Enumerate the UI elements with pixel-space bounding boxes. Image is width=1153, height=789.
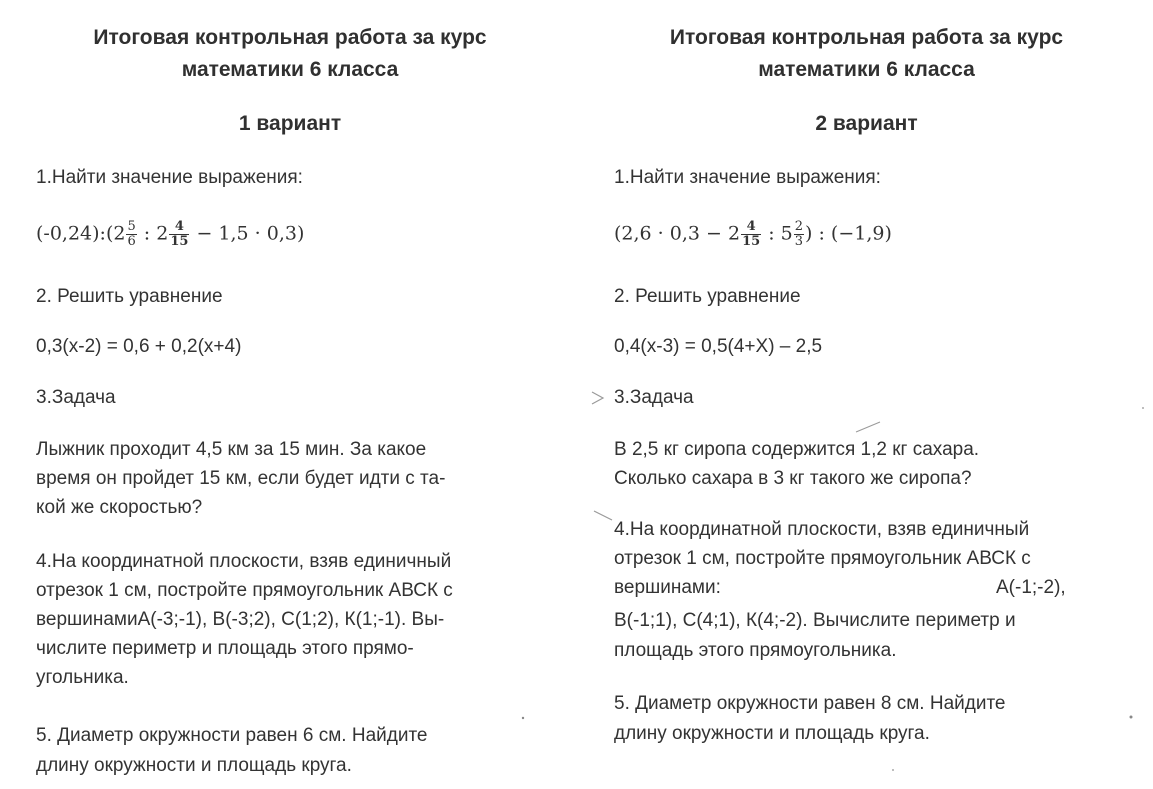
v2-fraction-1-num: 4: [741, 220, 761, 235]
v1-task4-line: угольника.: [36, 667, 129, 688]
v1-fraction-2-num: 4: [169, 220, 189, 235]
variant-2-title-line2: математики 6 класса: [758, 58, 975, 81]
v1-task3-line: время он пройдет 15 км, если будет идти с та-: [36, 468, 446, 489]
variant-1-title-line1: Итоговая контрольная работа за курс: [93, 26, 487, 49]
v2-task4-line3-right: А(-1;-2),: [996, 577, 1066, 598]
scan-speck: [892, 769, 894, 771]
v2-task4-line1: 4.На координатной плоскости, взяв единичный: [614, 519, 1030, 540]
v2-task3-line: Сколько сахара в 3 кг такого же сиропа?: [614, 468, 972, 489]
v1-task4-line: числите периметр и площадь этого прямо-: [36, 638, 414, 659]
v2-task4-line3-left: вершинами:: [614, 577, 721, 598]
v2-task2-heading: 2. Решить уравнение: [614, 286, 801, 307]
v1-expr-part1: (-0,24):(2: [36, 222, 126, 245]
v1-expr-part3: − 1,5 · 0,3): [190, 222, 305, 245]
v2-task2-equation: 0,4(х-3) = 0,5(4+Х) – 2,5: [614, 336, 823, 357]
v1-task4-line: вершинамиА(-3;-1), В(-3;2), С(1;2), К(1;-1). Вы-: [36, 609, 445, 630]
v1-task2-equation: 0,3(х-2) = 0,6 + 0,2(х+4): [36, 336, 242, 357]
v1-task1-heading: 1.Найти значение выражения:: [36, 167, 303, 188]
v2-task3-line: В 2,5 кг сиропа содержится 1,2 кг сахара.: [614, 439, 980, 460]
scan-speck: [1142, 407, 1144, 409]
pen-mark-arrow: [592, 392, 603, 404]
v2-task3-heading: 3.Задача: [614, 387, 694, 408]
scan-speck: [1130, 716, 1133, 719]
v1-task5-line: длину окружности и площадь круга.: [36, 755, 352, 776]
variant-2-title-line1: Итоговая контрольная работа за курс: [669, 26, 1064, 49]
variant-2-label: 2 вариант: [815, 112, 918, 135]
v1-task3-heading: 3.Задача: [36, 387, 116, 408]
v1-task2-heading: 2. Решить уравнение: [36, 286, 223, 307]
v1-task3-line: кой же скоростью?: [36, 497, 203, 518]
v2-expr-part3: ) : (−1,9): [805, 222, 892, 245]
v1-task4-line: отрезок 1 см, постройте прямоугольник АВСК с: [36, 580, 453, 601]
v2-task4-line4: В(-1;1), С(4;1), К(4;-2). Вычислите периметр и: [614, 610, 1016, 631]
v2-task1-heading: 1.Найти значение выражения:: [614, 167, 881, 188]
v1-task3-line: Лыжник проходит 4,5 км за 15 мин. За какое: [36, 439, 427, 460]
v1-fraction-1-den: 6: [127, 234, 136, 249]
v1-fraction-1-num: 5: [127, 219, 136, 234]
v2-expr-part2: : 5: [762, 222, 793, 245]
v1-expr-part2: : 2: [137, 222, 169, 245]
v2-task5-line: длину окружности и площадь круга.: [614, 723, 930, 744]
v2-fraction-1-den: 15: [742, 234, 761, 249]
variant-1-title-line2: математики 6 класса: [181, 58, 399, 81]
v2-fraction-2-den: 3: [794, 234, 804, 249]
v2-expr-part1: (2,6 · 0,3 − 2: [614, 222, 741, 245]
v1-fraction-2-den: 15: [170, 234, 189, 249]
v2-fraction-2-num: 2: [794, 219, 804, 234]
v2-task4-line5: площадь этого прямоугольника.: [614, 640, 897, 661]
scan-speck: [522, 717, 524, 719]
v1-task5-line: 5. Диаметр окружности равен 6 см. Найдите: [36, 725, 428, 746]
variant-1-label: 1 вариант: [238, 112, 342, 135]
v1-task4-line: 4.На координатной плоскости, взяв единичный: [36, 551, 452, 572]
pen-mark-stroke: [594, 511, 612, 520]
v2-task4-line2: отрезок 1 см, постройте прямоугольник АВСК с: [614, 548, 1031, 569]
pen-mark-stroke: [856, 422, 880, 432]
v2-task5-line: 5. Диаметр окружности равен 8 см. Найдите: [614, 693, 1006, 714]
